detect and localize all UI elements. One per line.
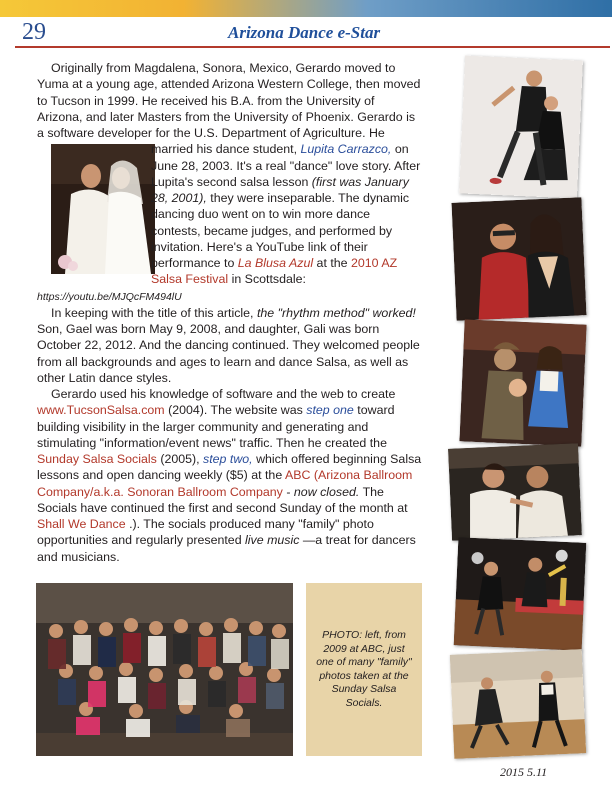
abc-link[interactable]: ABC (Arizona Ballroom Company/a.k.a. Sonoran Ballroom Company [37,468,413,499]
magazine-title: Arizona Dance e-Star [228,23,381,42]
p1-text-4: they were inseparable. The dynamic dancing duo went on to win more dance contests, became judges, and performed by invitation. Here's a YouTube link of their performance to [151,191,410,270]
p1-text-1: Originally from Magdalena, Sonora, Mexico, Gerardo moved to Yuma at a young age, attended Arizona Western College, then moved to Tucson in 1999. He received his B.A. from the University of Arizona, and later Masters from the University of Phoenix. Gerardo is a software developer for the U.S. Department of Agriculture. He married his dance student, [37,61,421,157]
couple-embrace-photo [448,443,582,541]
p3-text-9: —a treat for dancers and musicians. [37,533,416,564]
p3-text-8: .). The socials produced many "family" photo opportunities and regularly presented [37,517,374,548]
wedding-photo [37,144,141,274]
festival-link[interactable]: 2010 AZ Salsa Festival [151,256,398,287]
ballroom-dance-floor-photo [450,649,586,759]
p2-text-1: In keeping with the title of this article, [51,305,257,320]
live-band-dance-photo [454,537,587,650]
p3-text-5: which offered beginning Salsa lessons and open dancing weekly ($5) at the [37,452,422,483]
p1-text-5: at the [316,256,351,270]
now-closed: now closed. [293,484,360,499]
costume-party-photo [459,319,586,446]
p3-text-7: The Socials have continued the first and second Sunday of the month at [37,484,408,515]
sunday-salsa-socials-link[interactable]: Sunday Salsa Socials [37,452,157,466]
live-music: live music [245,533,300,548]
step-one: step one [306,403,354,418]
p2-rhythm-method: the "rhythm method" worked! [256,305,416,320]
paragraph-1 [37,60,422,305]
p1-date-note: (first was January 28, 2001), [151,174,409,205]
p3-text-1: Gerardo used his knowledge of software and the web to create [51,387,396,401]
paragraph-2 [37,305,422,386]
issue-date: 2015 5.11 [500,765,548,779]
p1-text-6: in Scottsdale: [231,272,306,287]
photo-caption: PHOTO: left, from 2009 at ABC, just one of many "family" photos taken at the Sunday Salsa Socials. [316,629,412,709]
song-link[interactable]: La Blusa Azul [237,256,314,270]
page-header [0,17,612,47]
header-rule [15,46,610,48]
step-two: step two, [203,452,253,466]
couple-smiling-photo [451,197,586,321]
p3-text-3: toward building visibility in the larger community and generating and stimulating "information/event news" traffic. Then he created the [37,403,395,450]
paragraph-3 [37,386,422,565]
couple-dance-photo-1 [459,55,583,198]
p3-text-6: - [286,484,294,499]
page-number: 29 [22,19,46,45]
tucsonsalsa-link[interactable]: www.TucsonSalsa.com [37,403,165,418]
p3-text-2: (2004). The website was [168,403,307,418]
p2-text-3: Son, Gael was born May 9, 2008, and daughter, Gali was born October 22, 2012. And the dancing continued. They welcomed people from all backgrounds and ages to learn and dance Salsa, as well as other Latin dance styles. [37,322,420,385]
shall-we-dance-link[interactable]: Shall We Dance [37,517,126,531]
group-family-photo [36,583,293,756]
header-color-bar [0,0,612,17]
article-body [37,60,422,565]
photo-caption-box [306,583,422,756]
p3-text-4: (2005), [160,452,204,466]
p1-text-2: on June 28, 2003. It's a real "dance" love story. After Lupita's second salsa lesson [151,142,421,189]
youtube-url[interactable]: https://youtu.be/MJQcFM494lU [37,290,182,303]
lupita-name: Lupita Carrazco, [300,142,392,157]
